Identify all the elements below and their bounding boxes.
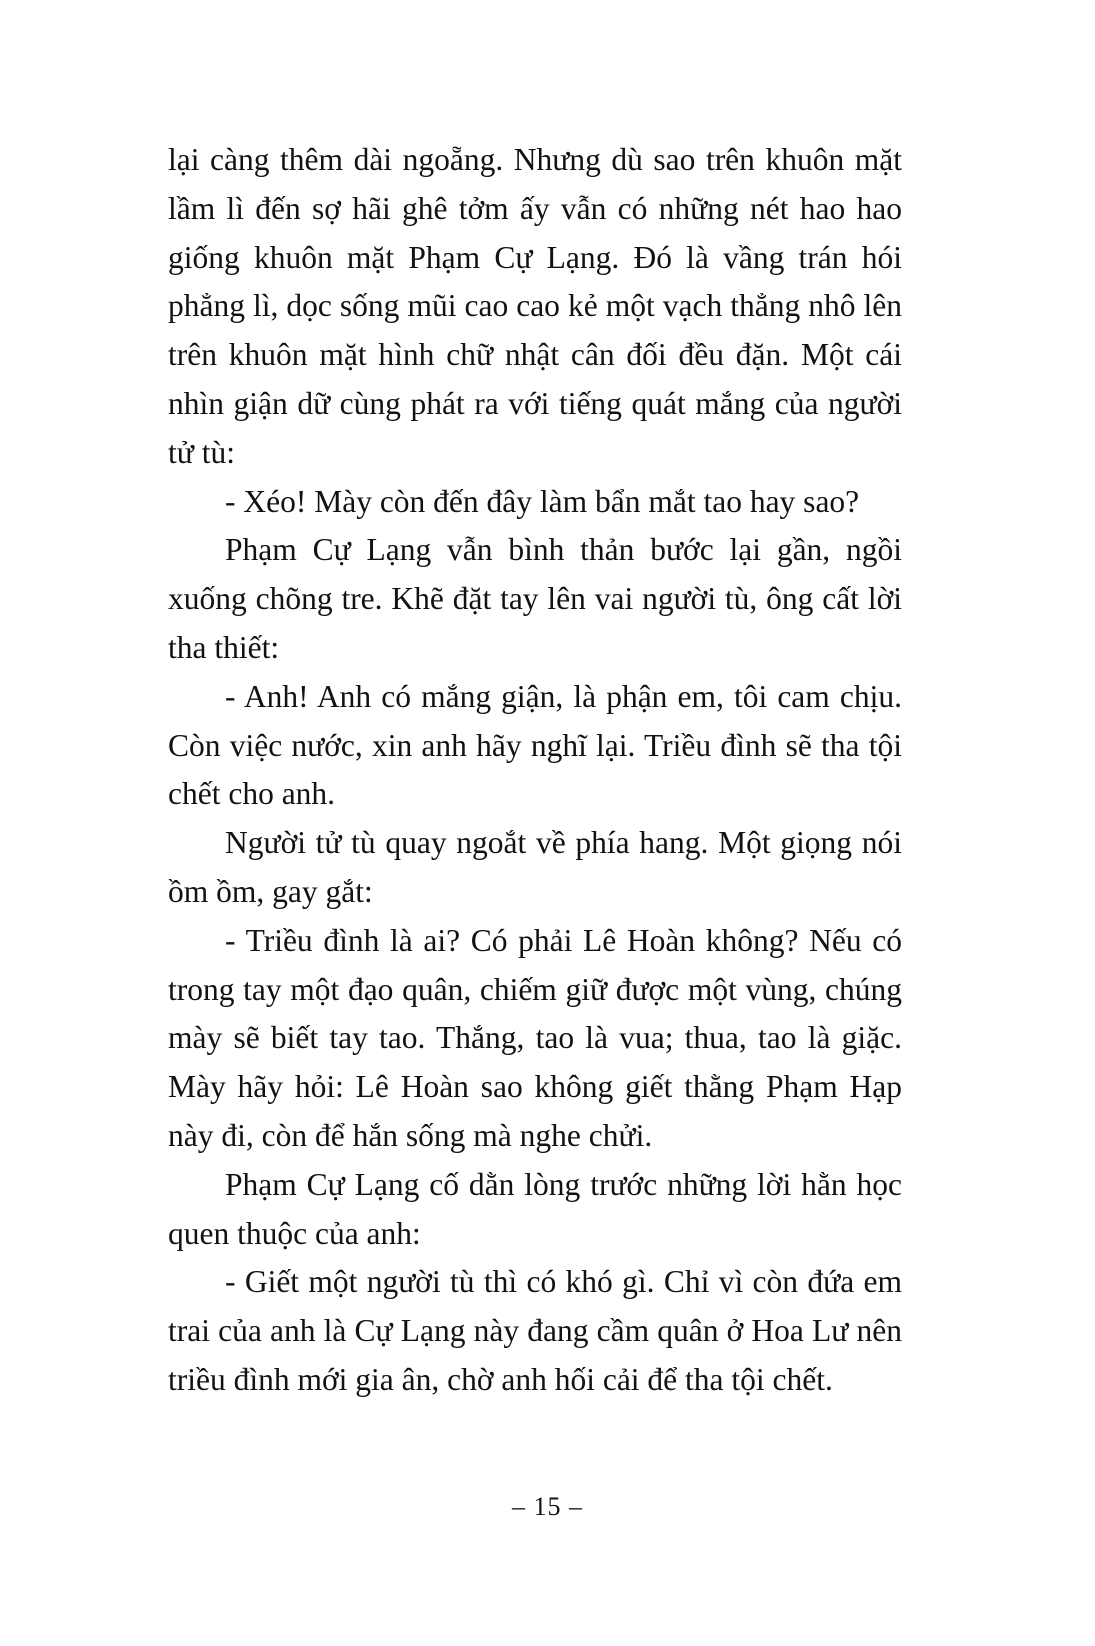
paragraph-3: Phạm Cự Lạng vẫn bình thản bước lại gần, ngồi xuống chõng tre. Khẽ đặt tay lên vai người tù, ông cất lời tha thiết: (168, 532, 902, 665)
page-text-block (168, 136, 902, 1405)
paragraph-5: Người tử tù quay ngoắt về phía hang. Một giọng nói ồm ồm, gay gắt: (168, 825, 902, 909)
paragraph-7: Phạm Cự Lạng cố dằn lòng trước những lời hằn học quen thuộc của anh: (168, 1166, 902, 1251)
paragraph-8: - Giết một người tù thì có khó gì. Chỉ vì còn đứa em trai của anh là Cự Lạng này đang cầm quân ở Hoa Lư nên triều đình mới gia ân, chờ anh hối cải để tha tội chết. (168, 1264, 902, 1397)
paragraph-1: lại càng thêm dài ngoẵng. Nhưng dù sao trên khuôn mặt lầm lì đến sợ hãi ghê tởm ấy vẫn có những nét hao hao giống khuôn mặt Phạm Cự Lạng. Đó là vầng trán hói phẳng lì, dọc sống mũi cao cao kẻ một vạch thẳng nhô lên trên khuôn mặt hình chữ nhật cân đối đều đặn. Một cái nhìn giận dữ cùng phát ra với tiếng quát mắng của người tử tù: (168, 142, 902, 470)
paragraph-4: - Anh! Anh có mắng giận, là phận em, tôi cam chịu. Còn việc nước, xin anh hãy nghĩ lại. Triều đình sẽ tha tội chết cho anh. (168, 678, 902, 812)
page-number: – 15 – (512, 1492, 583, 1521)
paragraph-6: - Triều đình là ai? Có phải Lê Hoàn không? Nếu có trong tay một đạo quân, chiếm giữ được một vùng, chúng mày sẽ biết tay tao. Thắng, tao là vua; thua, tao là giặc. Mày hãy hỏi: Lê Hoàn sao không giết thằng Phạm Hạp này đi, còn để hắn sống mà nghe chửi. (168, 922, 902, 1153)
paragraph-2: - Xéo! Mày còn đến đây làm bẩn mắt tao hay sao? (225, 483, 860, 519)
